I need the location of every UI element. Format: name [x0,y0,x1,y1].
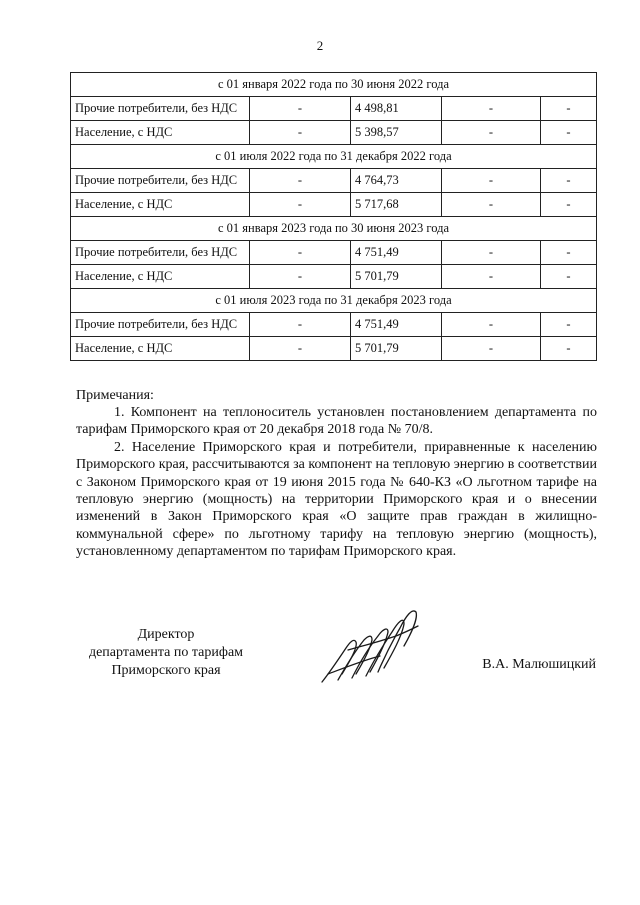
notes-title: Примечания: [76,388,154,403]
value-cell: - [541,241,597,265]
table-row [71,313,597,337]
value-cell: - [541,313,597,337]
value-cell: - [250,193,351,217]
value-cell: - [442,193,541,217]
consumer-cell: Прочие потребители, без НДС [71,313,250,337]
tariff-value-cell: 5 701,79 [351,265,442,289]
consumer-cell: Население, с НДС [71,193,250,217]
tariff-table [70,72,597,361]
table-row [71,97,597,121]
tariff-value-cell: 5 717,68 [351,193,442,217]
value-cell: - [442,313,541,337]
table-row [71,337,597,361]
value-cell: - [541,121,597,145]
value-cell: - [442,265,541,289]
signatory-name: В.А. Малюшицкий [482,657,596,672]
period-header-row [71,73,597,97]
value-cell: - [541,169,597,193]
consumer-cell: Прочие потребители, без НДС [71,169,250,193]
value-cell: - [442,97,541,121]
value-cell: - [250,265,351,289]
page-number: 2 [316,38,324,53]
value-cell: - [250,337,351,361]
value-cell: - [442,169,541,193]
signatory-title-line: департамента по тарифам [88,645,244,660]
value-cell: - [541,193,597,217]
period-label: с 01 июля 2023 года по 31 декабря 2023 года [71,289,597,313]
period-header-row [71,289,597,313]
table-row [71,265,597,289]
tariff-value-cell: 5 701,79 [351,337,442,361]
signatory-title-line: Директор [137,627,195,642]
handwritten-signature [318,602,423,697]
table-row [71,193,597,217]
table-row [71,169,597,193]
period-label: с 01 января 2022 года по 30 июня 2022 года [71,73,597,97]
value-cell: - [541,265,597,289]
tariff-value-cell: 4 764,73 [351,169,442,193]
value-cell: - [442,337,541,361]
tariff-value-cell: 4 751,49 [351,241,442,265]
value-cell: - [541,337,597,361]
value-cell: - [250,169,351,193]
value-cell: - [541,97,597,121]
tariff-value-cell: 5 398,57 [351,121,442,145]
note-item-2: 2. Население Приморского края и потребители, приравненные к населению Приморского края, рассчитываются за компонент на тепловую энергию в соответствии с Законом Приморского края от 19 июня 2015 года № 640-КЗ «О льготном тарифе на тепловую энергию (мощность) на территории Приморского края и о внесении изменений в Закон Приморского края «О защите прав граждан в жилищно-коммунальной сфере» по льготному тарифу на тепловую энергию (мощность), установленному департаментом по тарифам Приморского края. [76,439,597,560]
tariff-value-cell: 4 751,49 [351,313,442,337]
consumer-cell: Прочие потребители, без НДС [71,97,250,121]
period-label: с 01 января 2023 года по 30 июня 2023 года [71,217,597,241]
signatory-title-line: Приморского края [111,663,221,678]
signatory-title [76,626,256,680]
table-row [71,241,597,265]
period-header-row [71,217,597,241]
tariff-value-cell: 4 498,81 [351,97,442,121]
table-row [71,121,597,145]
value-cell: - [442,241,541,265]
period-header-row [71,145,597,169]
note-item-1: 1. Компонент на теплоноситель установлен постановлением департамента по тарифам Приморского края от 20 декабря 2018 года № 70/8. [76,405,597,438]
notes [76,404,597,561]
period-label: с 01 июля 2022 года по 31 декабря 2022 года [71,145,597,169]
consumer-cell: Население, с НДС [71,265,250,289]
consumer-cell: Население, с НДС [71,337,250,361]
value-cell: - [250,97,351,121]
tariff-table-body [71,73,597,361]
value-cell: - [250,241,351,265]
value-cell: - [442,121,541,145]
consumer-cell: Прочие потребители, без НДС [71,241,250,265]
consumer-cell: Население, с НДС [71,121,250,145]
value-cell: - [250,313,351,337]
value-cell: - [250,121,351,145]
